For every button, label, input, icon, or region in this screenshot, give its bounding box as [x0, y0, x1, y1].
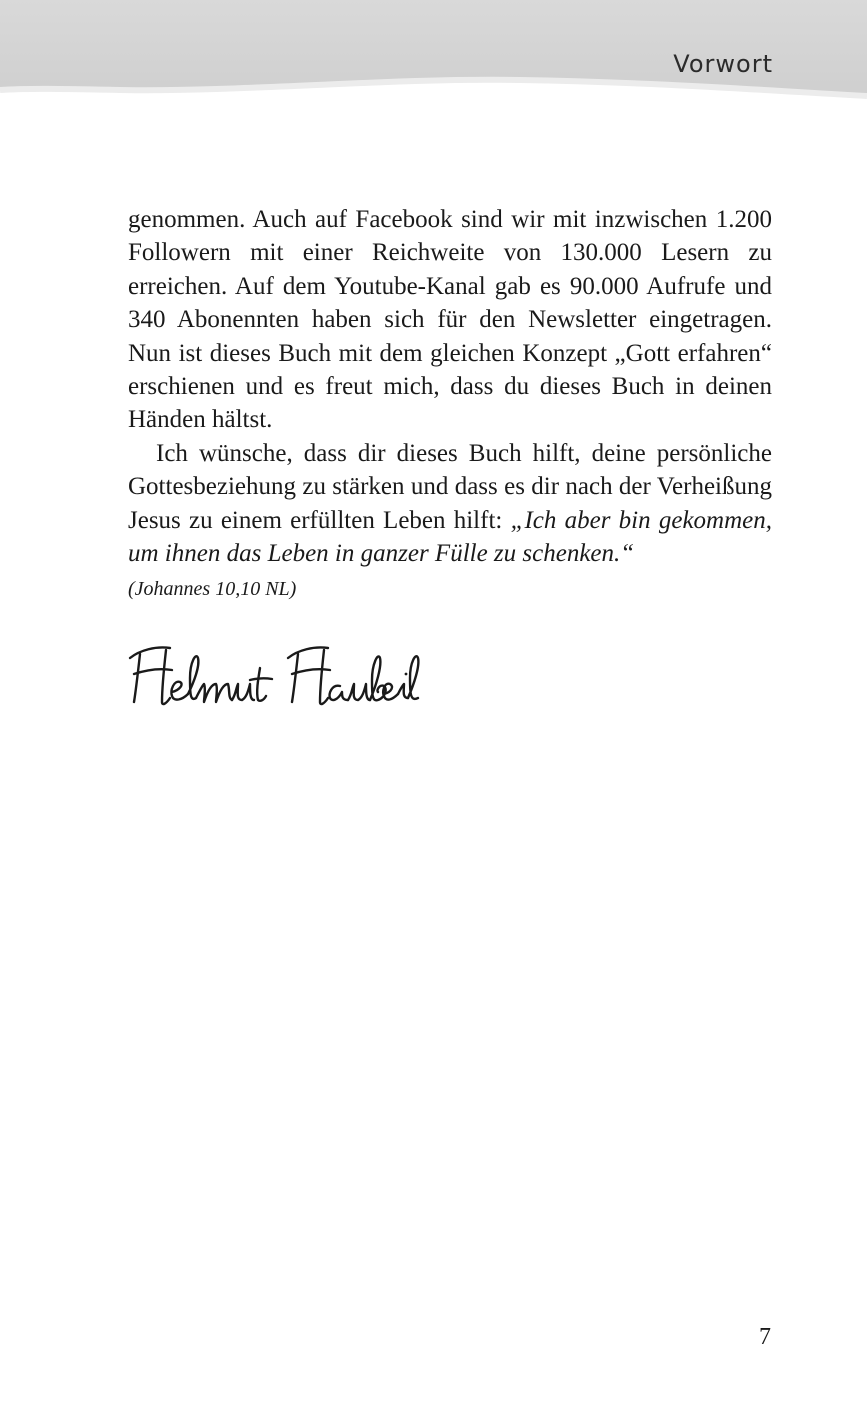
- bible-citation: (Johannes 10,10 NL): [128, 578, 297, 600]
- body-text: [128, 203, 772, 570]
- page-number: 7: [759, 1324, 771, 1350]
- bible-quote: „Ich aber bin gekommen, um ihnen das Leben in ganzer Fülle zu schenken.“: [128, 506, 772, 568]
- chapter-title: Vorwort: [673, 50, 773, 78]
- handwritten-signature-image: [126, 632, 426, 722]
- paragraph-text: Ich wünsche, dass dir dieses Buch hilft, deine persönliche Gottesbeziehung zu stärken und dass es dir nach der Verheißung Jesus zu einem erfüllten Leben hilft:: [128, 439, 772, 534]
- paragraph: genommen. Auch auf Facebook sind wir mit inzwischen 1.200 Followern mit einer Reichweite von 130.000 Lesern zu erreichen. Auf dem Youtube-Kanal gab es 90.000 Aufrufe und 340 Abonennten haben sich für den Newsletter eingetragen. Nun ist dieses Buch mit dem gleichen Konzept „Gott erfahren“ erschienen und es freut mich, dass du dieses Buch in deinen Händen hältst.: [128, 206, 772, 434]
- paragraph: [128, 437, 772, 571]
- signature: [126, 632, 426, 722]
